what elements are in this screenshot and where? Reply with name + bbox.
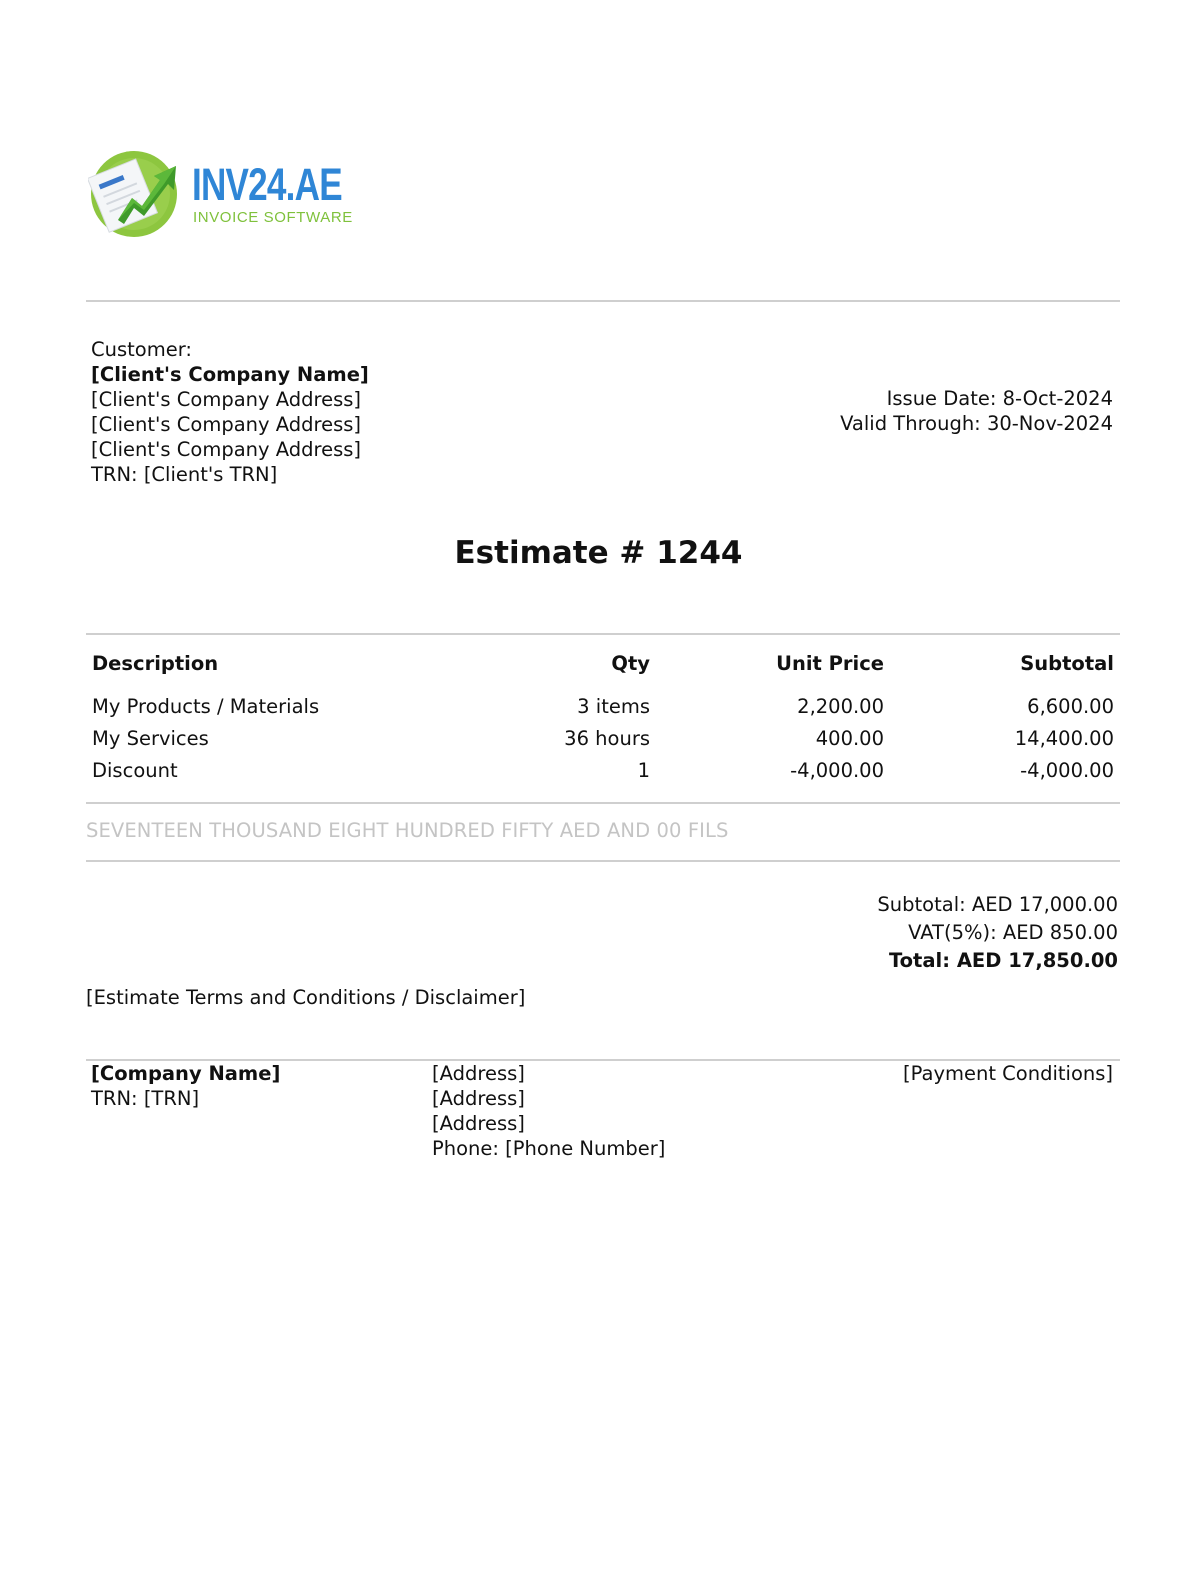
item-unit-price: -4,000.00 [790,758,884,782]
terms-and-conditions: [Estimate Terms and Conditions / Disclaimer] [86,986,526,1009]
item-subtotal: 14,400.00 [1014,726,1114,750]
words-divider [86,860,1120,862]
footer-address-line: [Address] [432,1062,525,1085]
item-unit-price: 400.00 [815,726,884,750]
issue-date: Issue Date: 8-Oct-2024 [886,387,1113,410]
footer-address-block [432,1061,665,1161]
invoice-growth-icon [88,148,182,238]
column-header-subtotal: Subtotal [1020,652,1114,675]
header-divider [86,300,1120,302]
logo-tagline: INVOICE SOFTWARE [193,209,353,226]
table-row [86,690,1120,722]
logo-wordmark: INV24.AE [192,159,342,210]
item-description: My Services [92,726,209,750]
valid-through-date: Valid Through: 30-Nov-2024 [840,412,1113,435]
customer-company-name: [Client's Company Name] [91,363,369,386]
table-row [86,754,1120,786]
customer-address-line: [Client's Company Address] [91,388,362,411]
footer-trn: TRN: [TRN] [91,1087,200,1110]
column-header-unit-price: Unit Price [776,652,884,675]
table-row [86,722,1120,754]
dates-block [840,386,1113,436]
item-qty: 36 hours [564,726,650,750]
footer-phone: Phone: [Phone Number] [432,1137,666,1160]
table-top-divider [86,633,1120,635]
item-unit-price: 2,200.00 [797,694,884,718]
footer-payment-conditions: [Payment Conditions] [903,1062,1113,1085]
footer-address-line: [Address] [432,1087,525,1110]
footer-company-block [91,1061,280,1111]
totals-subtotal: Subtotal: AED 17,000.00 [877,893,1118,916]
item-description: My Products / Materials [92,694,320,718]
totals-vat: VAT(5%): AED 850.00 [908,921,1118,944]
customer-address-line: [Client's Company Address] [91,438,362,461]
totals-block [877,891,1118,975]
table-bottom-divider [86,802,1120,804]
customer-trn: TRN: [Client's TRN] [91,463,278,486]
item-qty: 1 [637,758,650,782]
company-logo [88,148,388,238]
footer-address-line: [Address] [432,1112,525,1135]
item-subtotal: -4,000.00 [1020,758,1114,782]
item-subtotal: 6,600.00 [1027,694,1114,718]
customer-block [91,337,369,487]
table-header-row [86,648,1120,690]
column-header-qty: Qty [611,652,650,675]
totals-grand-total: Total: AED 17,850.00 [888,949,1118,972]
column-header-description: Description [92,652,219,675]
item-description: Discount [92,758,178,782]
amount-in-words: SEVENTEEN THOUSAND EIGHT HUNDRED FIFTY AED AND 00 FILS [86,819,729,842]
customer-address-line: [Client's Company Address] [91,413,362,436]
item-qty: 3 items [577,694,650,718]
customer-label: Customer: [91,338,192,361]
line-items-table [86,648,1120,786]
document-title: Estimate # 1244 [454,535,743,571]
footer-company-name: [Company Name] [91,1062,281,1085]
